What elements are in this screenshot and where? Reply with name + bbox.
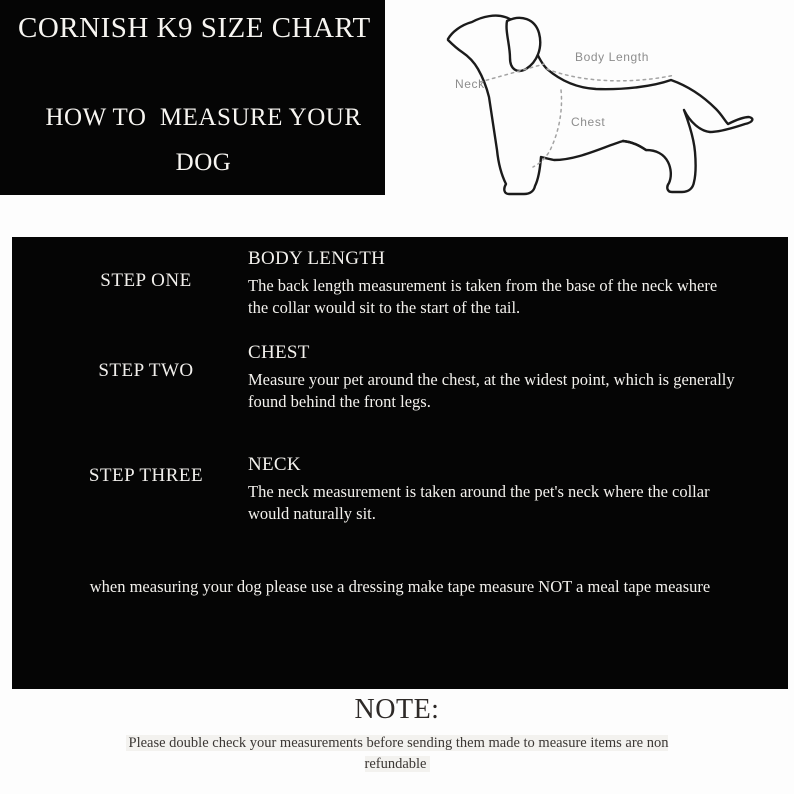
dachshund-outline-icon (428, 2, 790, 218)
step-three-heading: NECK (248, 454, 301, 475)
step-two-body (248, 342, 748, 413)
step-two-label: STEP TWO (98, 360, 194, 381)
body-length-label: Body Length (575, 50, 649, 64)
step-two-heading: CHEST (248, 342, 310, 363)
step-two-description: Measure your pet around the chest, at the widest point, which is generally found behind the front legs. (248, 370, 735, 411)
step-three-label: STEP THREE (88, 465, 204, 486)
header-box (0, 0, 385, 195)
step-one-heading: BODY LENGTH (248, 248, 386, 269)
header-subtitle-line2: DOG (175, 149, 232, 176)
step-three-description: The neck measurement is taken around the pet's neck where the collar would naturally sit. (248, 482, 710, 523)
instructions-panel (12, 237, 788, 689)
note-title: NOTE: (354, 694, 440, 725)
dog-belly-line (623, 141, 646, 150)
page-title: CORNISH K9 SIZE CHART (18, 12, 371, 44)
body-length-measure-line (547, 69, 675, 81)
chest-label: Chest (571, 115, 606, 129)
tape-measure-warning: when measuring your dog please use a dressing make tape measure NOT a meal tape measure (89, 577, 711, 596)
step-one-label: STEP ONE (100, 270, 192, 291)
dog-measurement-diagram (428, 2, 790, 218)
note-text (0, 733, 794, 775)
step-one-body (248, 248, 748, 319)
dog-ear (507, 18, 541, 71)
chest-measure-line (533, 90, 562, 167)
step-one-description: The back length measurement is taken from the base of the neck where the collar would sit to the start of the tail. (248, 276, 718, 317)
step-three-body (248, 454, 748, 525)
note-text-content: Please double check your measurements before sending them made to measure items are non refundable (126, 735, 669, 772)
neck-label: Neck (455, 77, 485, 91)
header-subtitle-line1: HOW TO MEASURE YOUR (45, 104, 362, 131)
dog-body-outline (448, 16, 752, 194)
